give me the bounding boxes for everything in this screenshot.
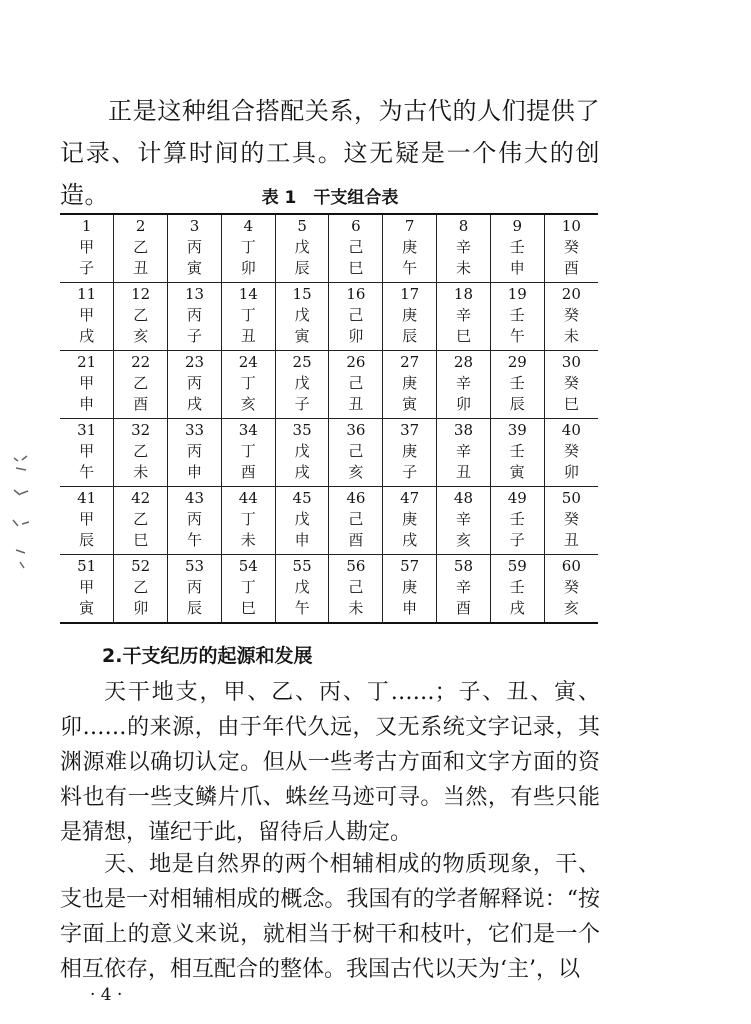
table-cell — [437, 419, 491, 487]
cell-stem: 丁 — [240, 578, 256, 596]
table-cell — [329, 283, 383, 351]
table-cell — [114, 555, 168, 624]
cell-branch: 未 — [240, 531, 256, 549]
cell-stem: 辛 — [455, 238, 471, 256]
cell-branch: 戌 — [402, 531, 418, 549]
cell-branch: 酉 — [455, 599, 471, 617]
cell-stem: 辛 — [455, 306, 471, 324]
table-cell — [490, 555, 544, 624]
cell-stem: 癸 — [563, 306, 579, 324]
scan-margin-marks — [8, 450, 40, 580]
table-cell — [329, 419, 383, 487]
table-cell — [329, 487, 383, 555]
cell-branch: 巳 — [240, 599, 256, 617]
cell-stem: 庚 — [402, 238, 418, 256]
cell-branch: 巳 — [455, 327, 471, 345]
table-cell — [544, 487, 598, 555]
cell-stem: 庚 — [402, 442, 418, 460]
table-cell — [383, 419, 437, 487]
cell-stem: 辛 — [455, 442, 471, 460]
cell-branch: 午 — [402, 259, 418, 277]
cell-number: 16 — [346, 285, 366, 303]
cell-branch: 子 — [402, 463, 418, 481]
cell-branch: 戌 — [79, 327, 95, 345]
cell-stem: 丁 — [240, 442, 256, 460]
cell-branch: 辰 — [79, 531, 95, 549]
cell-number: 53 — [184, 557, 205, 575]
table-cell — [544, 351, 598, 419]
cell-stem: 己 — [348, 306, 364, 324]
cell-number: 28 — [453, 353, 474, 371]
cell-stem: 丙 — [186, 578, 202, 596]
table-cell — [114, 419, 168, 487]
intro-paragraph: 正是这种组合搭配关系，为古代的人们提供了记录、计算时间的工具。这无疑是一个伟大的创造。 — [60, 97, 600, 209]
table-cell — [168, 214, 222, 283]
table-cell — [221, 555, 275, 624]
table-cell — [490, 487, 544, 555]
cell-number: 37 — [400, 421, 420, 439]
cell-stem: 乙 — [133, 442, 149, 460]
cell-number: 10 — [561, 217, 581, 235]
cell-stem: 癸 — [563, 374, 579, 392]
cell-number: 42 — [131, 489, 151, 507]
cell-number: 1 — [81, 217, 92, 235]
table-cell — [221, 487, 275, 555]
cell-stem: 丙 — [186, 510, 202, 528]
cell-number: 33 — [184, 421, 205, 439]
table-cell — [490, 351, 544, 419]
table-cell — [383, 351, 437, 419]
table-row — [60, 555, 598, 624]
cell-branch: 卯 — [348, 327, 364, 345]
cell-stem: 壬 — [509, 578, 525, 596]
cell-number: 54 — [238, 557, 258, 575]
cell-branch: 亥 — [133, 327, 149, 345]
table-caption: 表 1 干支组合表 — [261, 188, 399, 208]
table-cell — [221, 351, 275, 419]
cell-branch: 未 — [455, 259, 471, 277]
table-cell — [329, 555, 383, 624]
cell-stem: 壬 — [509, 374, 525, 392]
cell-stem: 辛 — [455, 578, 471, 596]
cell-number: 17 — [400, 285, 420, 303]
cell-branch: 寅 — [509, 463, 525, 481]
table-cell — [221, 419, 275, 487]
cell-branch: 午 — [79, 463, 95, 481]
table-cell — [329, 351, 383, 419]
cell-stem: 丁 — [240, 306, 256, 324]
cell-branch: 酉 — [240, 463, 256, 481]
cell-number: 47 — [400, 489, 420, 507]
cell-branch: 子 — [294, 395, 310, 413]
table-cell — [114, 487, 168, 555]
cell-number: 14 — [238, 285, 258, 303]
cell-stem: 癸 — [563, 510, 579, 528]
cell-number: 21 — [77, 353, 97, 371]
cell-number: 60 — [561, 557, 581, 575]
cell-stem: 壬 — [509, 238, 525, 256]
cell-number: 15 — [292, 285, 312, 303]
cell-branch: 午 — [294, 599, 310, 617]
cell-stem: 癸 — [563, 442, 579, 460]
cell-stem: 丙 — [186, 442, 202, 460]
table-cell — [383, 555, 437, 624]
table-cell — [383, 214, 437, 283]
cell-number: 8 — [458, 217, 469, 235]
cell-number: 18 — [453, 285, 474, 303]
cell-number: 27 — [400, 353, 420, 371]
table-row — [60, 351, 598, 419]
cell-number: 46 — [346, 489, 366, 507]
cell-number: 45 — [292, 489, 312, 507]
cell-branch: 酉 — [348, 531, 364, 549]
cell-branch: 辰 — [402, 327, 418, 345]
table-cell — [60, 487, 114, 555]
cell-number: 55 — [292, 557, 312, 575]
cell-number: 6 — [351, 217, 361, 235]
cell-branch: 未 — [133, 463, 149, 481]
cell-stem: 甲 — [79, 442, 95, 460]
cell-branch: 戌 — [509, 599, 525, 617]
cell-stem: 庚 — [402, 510, 418, 528]
cell-number: 13 — [184, 285, 205, 303]
cell-branch: 辰 — [509, 395, 525, 413]
cell-branch: 酉 — [563, 259, 579, 277]
table-cell — [168, 283, 222, 351]
cell-number: 5 — [297, 217, 307, 235]
cell-branch: 申 — [186, 463, 202, 481]
cell-branch: 子 — [186, 327, 202, 345]
cell-branch: 丑 — [348, 395, 364, 413]
table-cell — [437, 487, 491, 555]
cell-number: 22 — [131, 353, 151, 371]
cell-stem: 癸 — [563, 578, 579, 596]
cell-stem: 乙 — [133, 578, 149, 596]
cell-stem: 乙 — [133, 306, 149, 324]
cell-stem: 己 — [348, 578, 364, 596]
cell-number: 26 — [346, 353, 366, 371]
cell-stem: 甲 — [79, 510, 95, 528]
table-cell — [437, 351, 491, 419]
cell-number: 41 — [77, 489, 97, 507]
cell-branch: 寅 — [294, 327, 310, 345]
cell-stem: 辛 — [455, 510, 471, 528]
cell-stem: 乙 — [133, 374, 149, 392]
cell-branch: 申 — [294, 531, 310, 549]
cell-stem: 戊 — [294, 442, 310, 460]
table-cell — [437, 283, 491, 351]
cell-number: 43 — [184, 489, 205, 507]
cell-stem: 己 — [348, 238, 364, 256]
table-cell — [490, 419, 544, 487]
cell-stem: 庚 — [402, 374, 418, 392]
table-cell — [329, 214, 383, 283]
cell-stem: 丙 — [186, 374, 202, 392]
cell-stem: 癸 — [563, 238, 579, 256]
cell-branch: 卯 — [563, 463, 579, 481]
cell-number: 25 — [292, 353, 312, 371]
cell-branch: 午 — [509, 327, 525, 345]
table-cell — [383, 487, 437, 555]
table-row — [60, 214, 598, 283]
table-cell — [275, 555, 329, 624]
table-cell — [221, 214, 275, 283]
cell-branch: 申 — [509, 259, 525, 277]
table-cell — [490, 214, 544, 283]
cell-stem: 壬 — [509, 442, 525, 460]
table-cell — [490, 283, 544, 351]
cell-branch: 寅 — [402, 395, 418, 413]
cell-stem: 丁 — [240, 238, 256, 256]
cell-branch: 巳 — [348, 259, 364, 277]
page-number: · 4 · — [90, 985, 123, 1005]
cell-number: 52 — [131, 557, 151, 575]
table-cell — [437, 555, 491, 624]
cell-number: 30 — [561, 353, 581, 371]
table-cell — [114, 283, 168, 351]
cell-branch: 戌 — [294, 463, 310, 481]
table-cell — [168, 555, 222, 624]
cell-stem: 庚 — [402, 306, 418, 324]
cell-number: 32 — [131, 421, 151, 439]
table-cell — [114, 214, 168, 283]
cell-branch: 丑 — [455, 463, 471, 481]
cell-number: 56 — [346, 557, 366, 575]
cell-stem: 丁 — [240, 374, 256, 392]
cell-number: 39 — [507, 421, 527, 439]
cell-number: 29 — [507, 353, 527, 371]
cell-branch: 子 — [509, 531, 525, 549]
cell-branch: 亥 — [563, 599, 579, 617]
cell-branch: 未 — [563, 327, 579, 345]
table-row — [60, 283, 598, 351]
cell-stem: 乙 — [133, 238, 149, 256]
table-cell — [168, 487, 222, 555]
cell-branch: 寅 — [186, 259, 202, 277]
cell-branch: 午 — [186, 531, 202, 549]
table-cell — [221, 283, 275, 351]
cell-number: 34 — [238, 421, 258, 439]
cell-number: 57 — [400, 557, 420, 575]
table-cell — [114, 351, 168, 419]
cell-branch: 卯 — [455, 395, 471, 413]
cell-number: 38 — [453, 421, 474, 439]
cell-number: 58 — [453, 557, 474, 575]
cell-stem: 戊 — [294, 306, 310, 324]
cell-number: 35 — [292, 421, 312, 439]
table-cell — [168, 419, 222, 487]
cell-number: 36 — [346, 421, 366, 439]
cell-branch: 巳 — [133, 531, 149, 549]
cell-number: 24 — [238, 353, 258, 371]
cell-number: 7 — [404, 217, 415, 235]
table-cell — [275, 487, 329, 555]
cell-branch: 亥 — [348, 463, 364, 481]
cell-stem: 庚 — [402, 578, 418, 596]
cell-number: 20 — [561, 285, 581, 303]
cell-branch: 申 — [402, 599, 418, 617]
cell-branch: 卯 — [240, 259, 256, 277]
cell-stem: 戊 — [294, 374, 310, 392]
cell-number: 3 — [189, 217, 200, 235]
table-row — [60, 419, 598, 487]
body-paragraph: 天干地支，甲、乙、丙、丁……；子、丑、寅、卯……的来源，由于年代久远，又无系统文字记录，其渊源难以确切认定。但从一些考古方面和文字方面的资料也有一些支鳞片爪、蛛丝马迹可寻。当然，有些只能是猜想，谨纪于此，留待后人勘定。 — [60, 680, 600, 845]
cell-number: 23 — [184, 353, 205, 371]
cell-stem: 乙 — [133, 510, 149, 528]
table-cell — [60, 555, 114, 624]
table-row — [60, 487, 598, 555]
table-cell — [544, 419, 598, 487]
cell-number: 40 — [561, 421, 581, 439]
table-cell — [275, 283, 329, 351]
cell-number: 51 — [77, 557, 97, 575]
table-cell — [275, 351, 329, 419]
cell-branch: 未 — [348, 599, 364, 617]
cell-branch: 丑 — [133, 259, 149, 277]
table-cell — [544, 555, 598, 624]
cell-number: 9 — [512, 217, 523, 235]
body-paragraph: 天、地是自然界的两个相辅相成的物质现象，干、支也是一对相辅相成的概念。我国有的学者解释说：“按字面上的意义来说，就相当于树干和枝叶，它们是一个相互依存，相互配合的整体。我国古代以天为‘主’，以 — [60, 852, 600, 982]
cell-stem: 戊 — [294, 510, 310, 528]
cell-branch: 亥 — [455, 531, 471, 549]
cell-number: 50 — [561, 489, 581, 507]
cell-stem: 壬 — [509, 510, 525, 528]
cell-branch: 丑 — [563, 531, 579, 549]
cell-branch: 亥 — [240, 395, 256, 413]
cell-number: 48 — [453, 489, 474, 507]
cell-stem: 己 — [348, 442, 364, 460]
cell-number: 49 — [507, 489, 527, 507]
table-cell — [437, 214, 491, 283]
cell-branch: 酉 — [133, 395, 149, 413]
cell-number: 12 — [131, 285, 151, 303]
cell-branch: 寅 — [79, 599, 95, 617]
cell-stem: 己 — [348, 510, 364, 528]
cell-branch: 丑 — [240, 327, 256, 345]
cell-number: 31 — [77, 421, 97, 439]
section-heading: 2.干支纪历的起源和发展 — [102, 645, 313, 667]
table-cell — [60, 351, 114, 419]
cell-number: 4 — [243, 217, 254, 235]
table-cell — [544, 214, 598, 283]
cell-stem: 甲 — [79, 578, 95, 596]
cell-number: 2 — [135, 217, 146, 235]
cell-stem: 戊 — [294, 238, 310, 256]
cell-branch: 辰 — [186, 599, 202, 617]
cell-stem: 己 — [348, 374, 364, 392]
ganzhi-table — [60, 213, 598, 624]
cell-branch: 卯 — [133, 599, 149, 617]
cell-stem: 戊 — [294, 578, 310, 596]
cell-stem: 甲 — [79, 238, 95, 256]
cell-branch: 申 — [79, 395, 95, 413]
table-cell — [275, 419, 329, 487]
cell-branch: 辰 — [294, 259, 310, 277]
cell-number: 59 — [507, 557, 527, 575]
cell-branch: 戌 — [186, 395, 202, 413]
table-cell — [544, 283, 598, 351]
table-cell — [168, 351, 222, 419]
cell-number: 11 — [77, 285, 97, 303]
cell-stem: 丁 — [240, 510, 256, 528]
cell-stem: 丙 — [186, 306, 202, 324]
table-cell — [60, 419, 114, 487]
cell-stem: 甲 — [79, 306, 95, 324]
cell-number: 19 — [507, 285, 527, 303]
table-cell — [275, 214, 329, 283]
cell-branch: 子 — [79, 259, 95, 277]
cell-number: 44 — [238, 489, 258, 507]
cell-branch: 巳 — [563, 395, 579, 413]
cell-stem: 辛 — [455, 374, 471, 392]
table-cell — [383, 283, 437, 351]
table-cell — [60, 283, 114, 351]
table-cell — [60, 214, 114, 283]
cell-stem: 甲 — [79, 374, 95, 392]
cell-stem: 壬 — [509, 306, 525, 324]
cell-stem: 丙 — [186, 238, 202, 256]
